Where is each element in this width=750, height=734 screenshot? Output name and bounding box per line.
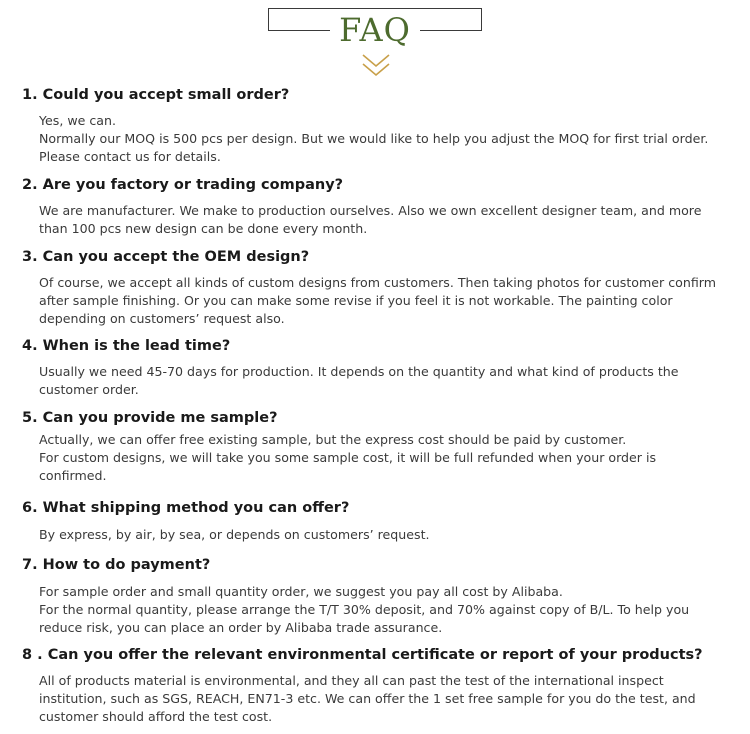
faq-answer-6 xyxy=(39,526,719,544)
faq-question-3: 3. Can you accept the OEM design? xyxy=(22,249,310,265)
faq-answer-7 xyxy=(39,583,719,637)
faq-header xyxy=(0,0,750,80)
faq-question-1: 1. Could you accept small order? xyxy=(22,87,290,103)
faq-answer-8 xyxy=(39,672,719,726)
faq-answer-5 xyxy=(39,431,719,485)
faq-question-7: 7. How to do payment? xyxy=(22,557,211,573)
answer-paragraph: We are manufacturer. We make to production ourselves. Also we own excellent designer team, and more than 100 pcs new design can be done every month. xyxy=(39,203,702,236)
faq-answer-4 xyxy=(39,363,719,399)
title-rule-left xyxy=(268,30,330,31)
answer-paragraph: For custom designs, we will take you some sample cost, it will be full refunded when your order is confirmed. xyxy=(39,450,657,483)
answer-paragraph: Of course, we accept all kinds of custom designs from customers. Then taking photos for customer confirm after sample finishing. Or you can make some revise if you feel it is not workable. The painting color depending on customers’ request also. xyxy=(39,275,716,326)
double-chevron-down-icon xyxy=(361,52,391,80)
answer-paragraph: Usually we need 45-70 days for production. It depends on the quantity and what kind of products the customer order. xyxy=(39,364,679,397)
page-title: FAQ xyxy=(330,10,420,50)
answer-paragraph: Actually, we can offer free existing sample, but the express cost should be paid by customer. xyxy=(39,432,627,447)
answer-paragraph: By express, by air, by sea, or depends on customers’ request. xyxy=(39,527,430,542)
faq-question-4: 4. When is the lead time? xyxy=(22,338,231,354)
faq-question-5: 5. Can you provide me sample? xyxy=(22,410,278,426)
faq-answer-3 xyxy=(39,274,719,328)
faq-answer-1 xyxy=(39,112,719,166)
answer-paragraph: For sample order and small quantity order, we suggest you pay all cost by Alibaba. xyxy=(39,584,563,599)
faq-question-8: 8 . Can you offer the relevant environmental certificate or report of your products? xyxy=(22,647,703,663)
faq-question-6: 6. What shipping method you can offer? xyxy=(22,500,350,516)
faq-question-2: 2. Are you factory or trading company? xyxy=(22,177,344,193)
title-rule-right xyxy=(420,30,482,31)
answer-paragraph: All of products material is environmental, and they all can past the test of the international inspect institution, such as SGS, REACH, EN71-3 etc. We can offer the 1 set free sample for you do the test, and customer should afford the test cost. xyxy=(39,673,696,724)
answer-paragraph: For the normal quantity, please arrange the T/T 30% deposit, and 70% against copy of B/L. To help you reduce risk, you can place an order by Alibaba trade assurance. xyxy=(39,602,690,635)
answer-paragraph: Yes, we can. xyxy=(39,113,117,128)
faq-answer-2 xyxy=(39,202,719,238)
answer-paragraph: Normally our MOQ is 500 pcs per design. But we would like to help you adjust the MOQ for first trial order. Please contact us for details. xyxy=(39,131,709,164)
